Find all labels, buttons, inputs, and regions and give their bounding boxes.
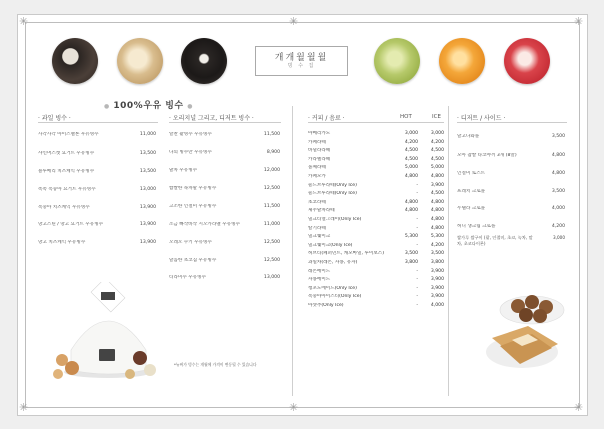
- menu-row: [457, 153, 565, 159]
- item-name: 허니 생크림 크로플: [457, 224, 496, 229]
- menu-row: [38, 151, 156, 157]
- menu-row: [457, 134, 565, 140]
- drink-name: 청포도에이드(Only Ice): [308, 285, 357, 291]
- item-price: 13,900: [139, 222, 156, 227]
- drink-hot-price: 4,800: [404, 174, 418, 179]
- milk-bingsu-illustration: [46, 282, 166, 387]
- drink-row: [308, 303, 444, 309]
- drink-hot-price: -: [416, 285, 418, 291]
- item-price: 3,000: [553, 235, 565, 240]
- drink-hot-price: 4,200: [404, 139, 418, 145]
- drink-ice-price: 4,800: [430, 174, 444, 179]
- item-price: 12,500: [263, 258, 280, 263]
- drink-hot-price: 3,800: [404, 260, 418, 265]
- item-name: 프레치 크로플: [457, 189, 486, 194]
- item-price: 12,500: [263, 240, 280, 245]
- corner-star-icon: ✳: [574, 401, 584, 414]
- corner-star-icon: ✳: [19, 15, 29, 28]
- item-name: 고소한 인절미 우유빙수: [169, 204, 217, 209]
- menu-row: [169, 150, 280, 156]
- item-name: 소금 빠삭바삭 시오카라멜 우유빙수: [169, 222, 240, 227]
- item-name: 촉촉 복숭아 요거트 우유빙수: [38, 187, 96, 192]
- drink-ice-price: 4,800: [430, 208, 444, 214]
- item-name: 망고스틴 / 망고 요거트 우유빙수: [38, 222, 104, 227]
- drink-name: 밀크티얼그레이(Only Ice): [308, 217, 362, 222]
- item-price: 4,800: [551, 153, 565, 158]
- item-price: 13,900: [139, 205, 156, 210]
- drink-name: 밀크쉐이크(Only Ice): [308, 242, 353, 248]
- drink-hot-price: 3,500: [404, 251, 418, 257]
- menu-row: [169, 168, 280, 174]
- menu-row: [169, 132, 280, 138]
- drink-name: 제주말차라떼: [308, 208, 335, 214]
- menu-row: [457, 235, 565, 247]
- drink-name: 카라멜라떼: [308, 156, 331, 162]
- corner-star-icon: ✳: [574, 15, 584, 28]
- section-heading: · 디저트 / 사이드 ·: [457, 115, 506, 122]
- drink-row: [308, 183, 444, 189]
- drink-name: 콜드브루라떼(Only Ice): [308, 191, 357, 197]
- item-name: 티라미수 우유빙수: [169, 275, 206, 280]
- item-price: 11,500: [263, 132, 280, 137]
- menu-row: [169, 240, 280, 246]
- drink-ice-price: 3,900: [430, 277, 444, 283]
- item-price: 4,200: [551, 224, 565, 229]
- section-rule: [38, 122, 158, 123]
- menu-row: [38, 132, 156, 138]
- banner-title: 100%우유 빙수: [113, 101, 184, 111]
- drink-row: [308, 226, 444, 232]
- drink-hot-price: 4,800: [404, 199, 418, 205]
- drink-ice-price: 4,500: [430, 191, 444, 197]
- menu-row: [457, 224, 565, 230]
- item-price: 11,500: [263, 204, 280, 209]
- section-rule: [169, 122, 281, 123]
- corner-star-icon: ✳: [19, 401, 29, 414]
- drink-hot-price: 4,500: [404, 156, 418, 162]
- column-divider: [292, 106, 293, 396]
- drink-ice-price: 4,800: [430, 217, 444, 222]
- cookie-bingsu-photo: [52, 38, 98, 84]
- drink-hot-price: -: [416, 217, 418, 222]
- drink-ice-price: 4,500: [430, 148, 444, 154]
- section-heading: · 과일 빙수 ·: [38, 115, 71, 122]
- drink-hot-price: 5,000: [404, 165, 418, 171]
- item-price: 13,900: [139, 240, 156, 245]
- banner-dot-icon: ●: [187, 103, 193, 110]
- item-name: 망고 치즈케익 우유빙수: [38, 240, 86, 245]
- banner-dot-icon: ●: [104, 103, 110, 110]
- drink-row: [308, 131, 444, 137]
- menu-row: [457, 171, 565, 177]
- milk-bingsu-banner: [104, 98, 193, 111]
- drink-row: [308, 294, 444, 300]
- drink-ice-price: 5,000: [430, 165, 444, 171]
- drink-ice-price: 4,200: [430, 139, 444, 145]
- item-price: 4,800: [551, 171, 565, 176]
- drink-name: 카페라떼: [308, 139, 326, 145]
- drink-ice-price: 4,500: [430, 156, 444, 162]
- item-name: 인절미 토스트: [457, 171, 486, 176]
- drink-ice-price: 4,800: [430, 225, 444, 231]
- drink-hot-price: -: [416, 242, 418, 248]
- drink-row: [308, 140, 444, 146]
- drink-ice-price: 3,900: [430, 182, 444, 188]
- drink-name: 레몬에이드: [308, 268, 331, 274]
- section-rule: [308, 122, 444, 123]
- drink-ice-price: 3,900: [430, 294, 444, 300]
- drink-hot-price: -: [416, 191, 418, 197]
- corner-star-icon: ✳: [289, 401, 299, 414]
- menu-row: [169, 186, 280, 192]
- drink-name: 밀크쉐이크: [308, 234, 331, 240]
- price-note: *뉴버가 빙수는 개월에 가격이 변동될 수 있습니다: [174, 362, 257, 367]
- drink-hot-price: 4,800: [404, 208, 418, 214]
- item-price: 3,500: [551, 134, 565, 139]
- injeolmi-bingsu-photo: [117, 38, 163, 84]
- item-price: 13,500: [139, 151, 156, 156]
- drink-ice-price: 4,000: [430, 303, 444, 308]
- drink-name: 복숭아아이스티(Only Ice): [308, 294, 362, 300]
- drink-hot-price: 4,500: [404, 148, 418, 154]
- dessert-side-section: [457, 113, 567, 253]
- item-price: 4,000: [551, 206, 565, 211]
- section-rule: [457, 122, 567, 123]
- menu-row: [38, 222, 156, 228]
- drink-ice-price: 5,300: [430, 234, 444, 240]
- drink-row: [308, 191, 444, 197]
- drink-hot-price: 5,300: [404, 234, 418, 240]
- drink-row: [308, 174, 444, 180]
- drink-row: [308, 286, 444, 292]
- drink-name: 딸기라떼: [308, 225, 326, 231]
- drink-row: [308, 251, 444, 257]
- drink-ice-price: 3,800: [430, 260, 444, 265]
- original-bingsu-section: [169, 113, 281, 278]
- shop-logo: [255, 46, 348, 76]
- menu-row: [169, 258, 280, 264]
- menu-row: [38, 240, 156, 246]
- item-price: 13,000: [139, 187, 156, 192]
- item-name: 누텔라 크로플: [457, 206, 486, 211]
- menu-row: [38, 205, 156, 211]
- item-price: 13,500: [139, 169, 156, 174]
- item-name: 블루베리 치즈케익 우유빙수: [38, 169, 95, 174]
- menu-row: [457, 206, 565, 212]
- strawberry-bingsu-photo: [504, 38, 550, 84]
- ice-column-label: ICE: [432, 114, 441, 120]
- drink-name: 초코라떼: [308, 199, 326, 205]
- item-name: 나의 빙수만 우유빙수: [169, 150, 212, 155]
- drink-row: [308, 200, 444, 206]
- menu-row: [169, 204, 280, 210]
- item-name: 샤인머스캣 요거트 우유빙수: [38, 151, 95, 156]
- menu-row: [457, 189, 565, 195]
- menu-row: [169, 222, 280, 228]
- item-price: 8,900: [266, 150, 280, 155]
- drink-row: [308, 269, 444, 275]
- melon-bingsu-photo: [374, 38, 420, 84]
- section-heading: · 커피 / 음료 ·: [308, 115, 345, 122]
- item-name: 쌉쌀한 녹차말 우유빙수: [169, 186, 217, 191]
- drink-row: [308, 243, 444, 249]
- item-name: 모아 찹쌀 타코야끼 3개 (8알): [457, 153, 517, 158]
- drink-row: [308, 234, 444, 240]
- menu-row: [38, 187, 156, 193]
- drink-ice-price: 3,500: [430, 251, 444, 257]
- drink-name: 콜드브루라떼(Only Ice): [308, 182, 357, 188]
- item-name: 쌀가루 쌀구이 (팥, 인절미, 초코, 녹차, 말차, 초코다이몬): [457, 235, 533, 246]
- drink-hot-price: -: [416, 277, 418, 283]
- item-name: 알찬 팥빙수 우유빙수: [169, 132, 212, 137]
- logo-subtitle: 빙 수 집: [287, 62, 316, 69]
- item-price: 12,500: [263, 186, 280, 191]
- item-price: 12,000: [263, 168, 280, 173]
- item-name: 사각사각 아이스멜론 우유빙수: [38, 132, 99, 137]
- drink-hot-price: 3,000: [404, 131, 418, 136]
- hot-column-label: HOT: [400, 114, 412, 120]
- item-name: 오레오 쿠키 우유빙수: [169, 240, 212, 245]
- drink-name: 돌체라떼: [308, 165, 326, 171]
- drink-name: 자몽에이드: [308, 277, 331, 283]
- drink-ice-price: 4,200: [430, 242, 444, 248]
- item-price: 13,000: [263, 275, 280, 280]
- drink-name: 과일차(레몬, 자몽, 유자): [308, 260, 358, 265]
- column-divider: [448, 106, 449, 396]
- item-name: 말차 우유빙수: [169, 168, 198, 173]
- item-price: 3,500: [551, 189, 565, 194]
- drink-hot-price: -: [416, 268, 418, 274]
- drink-row: [308, 277, 444, 283]
- oreo-bingsu-photo: [181, 38, 227, 84]
- drink-ice-price: 3,900: [430, 285, 444, 291]
- item-name: 달고나와플: [457, 134, 480, 139]
- dessert-photo: [482, 282, 572, 378]
- drink-ice-price: 3,000: [430, 131, 444, 136]
- drink-row: [308, 208, 444, 214]
- drink-hot-price: -: [416, 294, 418, 300]
- drink-row: [308, 260, 444, 266]
- drink-hot-price: -: [416, 303, 418, 308]
- corner-star-icon: ✳: [289, 15, 299, 28]
- item-price: 11,000: [263, 222, 280, 227]
- drink-name: 바닐라라떼: [308, 148, 331, 154]
- item-name: 달콤한 초코칩 우유빙수: [169, 258, 217, 263]
- item-price: 11,000: [139, 132, 156, 137]
- drink-ice-price: 4,800: [430, 199, 444, 205]
- drink-hot-price: -: [416, 225, 418, 231]
- menu-row: [169, 275, 280, 281]
- drink-row: [308, 157, 444, 163]
- drink-name: 아샷추(Only Ice): [308, 303, 344, 308]
- drink-row: [308, 165, 444, 171]
- fruit-bingsu-section: [38, 113, 158, 253]
- drink-name: 카페모카: [308, 174, 326, 179]
- section-heading: · 오리지널 그리고, 디저트 빙수 ·: [169, 115, 254, 122]
- drink-name: 허브티(페퍼민트, 캐모마일, 루이보스): [308, 251, 384, 257]
- item-name: 복숭아 치즈케익 우유빙수: [38, 205, 90, 210]
- drink-row: [308, 148, 444, 154]
- drink-name: 아메리카노: [308, 131, 331, 136]
- drink-ice-price: 3,900: [430, 268, 444, 274]
- logo-title: 개개월월월: [274, 52, 329, 63]
- mango-bingsu-photo: [439, 38, 485, 84]
- drink-row: [308, 217, 444, 223]
- drink-hot-price: -: [416, 182, 418, 188]
- menu-row: [38, 169, 156, 175]
